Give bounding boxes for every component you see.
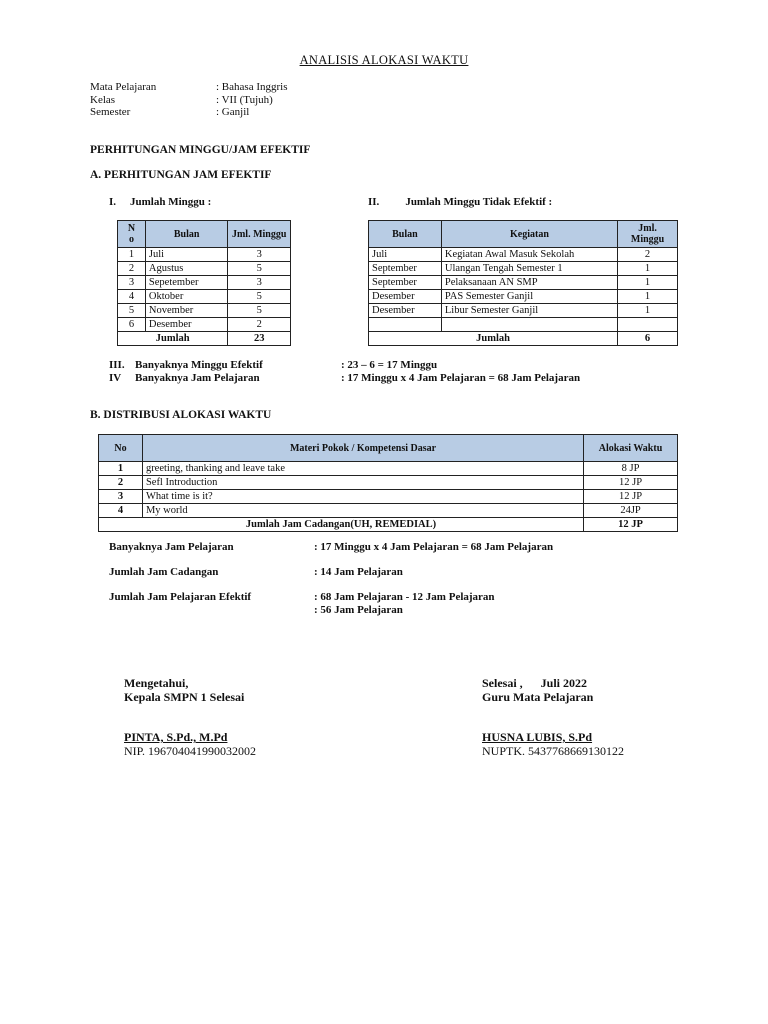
- table-row: [369, 262, 678, 276]
- table-header: Alokasi Waktu: [584, 435, 678, 462]
- meta-value: : Ganjil: [216, 106, 250, 118]
- table-cell: 12 JP: [584, 476, 678, 490]
- table-cell: Oktober: [145, 290, 227, 304]
- sign-right-id: NUPTK. 5437768669130122: [482, 744, 625, 758]
- sign-right-line2: Guru Mata Pelajaran: [482, 690, 594, 704]
- table-cell: Juli: [369, 248, 442, 262]
- total-value: 12 JP: [584, 518, 678, 532]
- table-cell: 4: [99, 504, 143, 518]
- table-cell: Desember: [145, 318, 227, 332]
- table-cell: My world: [142, 504, 583, 518]
- table-cell: 1: [618, 290, 678, 304]
- table-row: [369, 318, 678, 332]
- meta-label: Semester: [90, 106, 131, 118]
- sign-right-name: HUSNA LUBIS, S.Pd: [482, 730, 593, 744]
- line-label: Banyaknya Jam Pelajaran: [135, 372, 260, 384]
- summary-value: : 17 Minggu x 4 Jam Pelajaran = 68 Jam Pelajaran: [314, 541, 554, 553]
- total-label: Jumlah Jam Cadangan(UH, REMEDIAL): [99, 518, 584, 532]
- table-cell: Juli: [145, 248, 227, 262]
- table-cell: 5: [228, 290, 291, 304]
- total-label: Jumlah: [118, 332, 228, 346]
- line-number: IV: [109, 372, 122, 384]
- sub-label: Jumlah Minggu Tidak Efektif :: [405, 196, 553, 208]
- summary-lesson-hours: [109, 541, 553, 553]
- meta-subject: [90, 81, 287, 93]
- table-cell: 6: [118, 318, 146, 332]
- meta-value: : Bahasa Inggris: [216, 81, 288, 93]
- meta-label: Mata Pelajaran: [90, 81, 157, 93]
- table-cell: 1: [618, 304, 678, 318]
- summary-label: Banyaknya Jam Pelajaran: [109, 541, 234, 553]
- table-cell: 2: [618, 248, 678, 262]
- table-header: Bulan: [145, 221, 227, 248]
- table-cell: 2: [118, 262, 146, 276]
- table-cell: 8 JP: [584, 462, 678, 476]
- line-value: : 23 – 6 = 17 Minggu: [341, 359, 438, 371]
- table-cell: 3: [228, 276, 291, 290]
- line-effective-weeks: [109, 359, 437, 371]
- summary-effective-hours: [109, 591, 495, 603]
- table-non-effective-weeks: [368, 220, 678, 346]
- table-effective-weeks: [117, 220, 291, 346]
- table-cell: [618, 318, 678, 332]
- table-cell: PAS Semester Ganjil: [441, 290, 617, 304]
- sub-heading-i: [109, 196, 211, 208]
- table-row: [99, 476, 678, 490]
- table-cell: [369, 318, 442, 332]
- sign-left-line2: Kepala SMPN 1 Selesai: [124, 690, 245, 704]
- table-header: No: [99, 435, 143, 462]
- section-heading-main: PERHITUNGAN MINGGU/JAM EFEKTIF: [90, 144, 311, 156]
- sign-left-id: NIP. 196704041990032002: [124, 744, 257, 758]
- summary-value: : 68 Jam Pelajaran - 12 Jam Pelajaran: [314, 591, 495, 603]
- meta-value: : VII (Tujuh): [216, 94, 273, 106]
- table-header: Materi Pokok / Kompetensi Dasar: [142, 435, 583, 462]
- table-cell: Sepetember: [145, 276, 227, 290]
- summary-value: : 14 Jam Pelajaran: [314, 566, 403, 578]
- table-cell: 3: [99, 490, 143, 504]
- table-cell: Libur Semester Ganjil: [441, 304, 617, 318]
- table-row: [118, 248, 291, 262]
- table-row: [118, 276, 291, 290]
- total-value: 23: [228, 332, 291, 346]
- section-heading-b: B. DISTRIBUSI ALOKASI WAKTU: [90, 409, 272, 421]
- sign-right-line1: Selesai , Juli 2022: [482, 676, 588, 690]
- table-row: [118, 318, 291, 332]
- table-cell: 1: [118, 248, 146, 262]
- sign-left-line1: Mengetahui,: [124, 676, 189, 690]
- sub-label: Jumlah Minggu :: [130, 196, 212, 208]
- sub-number: II.: [368, 196, 380, 208]
- table-cell: Pelaksanaan AN SMP: [441, 276, 617, 290]
- summary-effective-result: : 56 Jam Pelajaran: [314, 604, 403, 616]
- summary-label: Jumlah Jam Pelajaran Efektif: [109, 591, 252, 603]
- table-cell: 4: [118, 290, 146, 304]
- table-row: [99, 462, 678, 476]
- line-lesson-hours: [109, 372, 580, 384]
- table-cell: Desember: [369, 290, 442, 304]
- table-row: [369, 304, 678, 318]
- sign-left-name: PINTA, S.Pd., M.Pd: [124, 730, 228, 744]
- total-label: Jumlah: [369, 332, 618, 346]
- table-total-row: [369, 332, 678, 346]
- table-header: N o: [118, 221, 146, 248]
- table-cell: Ulangan Tengah Semester 1: [441, 262, 617, 276]
- sub-number: I.: [109, 196, 117, 208]
- meta-label: Kelas: [90, 94, 116, 106]
- table-cell: 5: [118, 304, 146, 318]
- summary-reserve-hours: [109, 566, 403, 578]
- table-cell: What time is it?: [142, 490, 583, 504]
- table-cell: 3: [118, 276, 146, 290]
- table-cell: November: [145, 304, 227, 318]
- table-row: [99, 504, 678, 518]
- line-value: : 17 Minggu x 4 Jam Pelajaran = 68 Jam Pelajaran: [341, 372, 581, 384]
- sub-heading-ii: [368, 196, 552, 208]
- table-cell: 5: [228, 262, 291, 276]
- table-cell: 3: [228, 248, 291, 262]
- table-cell: 1: [618, 276, 678, 290]
- table-row: [369, 290, 678, 304]
- table-cell: Agustus: [145, 262, 227, 276]
- section-heading-a: A. PERHITUNGAN JAM EFEKTIF: [90, 169, 272, 181]
- table-total-row: [99, 518, 678, 532]
- table-header: Jml. Minggu: [228, 221, 291, 248]
- table-header: Bulan: [369, 221, 442, 248]
- table-cell: 24JP: [584, 504, 678, 518]
- table-cell: Sefl Introduction: [142, 476, 583, 490]
- table-cell: 2: [228, 318, 291, 332]
- line-label: Banyaknya Minggu Efektif: [135, 359, 263, 371]
- table-cell: greeting, thanking and leave take: [142, 462, 583, 476]
- table-cell: 2: [99, 476, 143, 490]
- table-row: [369, 248, 678, 262]
- table-cell: 5: [228, 304, 291, 318]
- table-total-row: [118, 332, 291, 346]
- table-cell: Desember: [369, 304, 442, 318]
- table-cell: 1: [618, 262, 678, 276]
- table-row: [369, 276, 678, 290]
- meta-class: [90, 94, 273, 106]
- table-cell: September: [369, 276, 442, 290]
- table-cell: [441, 318, 617, 332]
- table-header: Kegiatan: [441, 221, 617, 248]
- table-cell: Kegiatan Awal Masuk Sekolah: [441, 248, 617, 262]
- table-row: [118, 290, 291, 304]
- total-value: 6: [618, 332, 678, 346]
- table-cell: September: [369, 262, 442, 276]
- table-row: [118, 304, 291, 318]
- line-number: III.: [109, 359, 125, 371]
- table-cell: 1: [99, 462, 143, 476]
- table-time-distribution: [98, 434, 678, 532]
- table-cell: 12 JP: [584, 490, 678, 504]
- meta-semester: [90, 106, 249, 118]
- summary-label: Jumlah Jam Cadangan: [109, 566, 219, 578]
- page-title: ANALISIS ALOKASI WAKTU: [299, 53, 469, 67]
- table-row: [99, 490, 678, 504]
- table-header: Jml. Minggu: [618, 221, 678, 248]
- table-row: [118, 262, 291, 276]
